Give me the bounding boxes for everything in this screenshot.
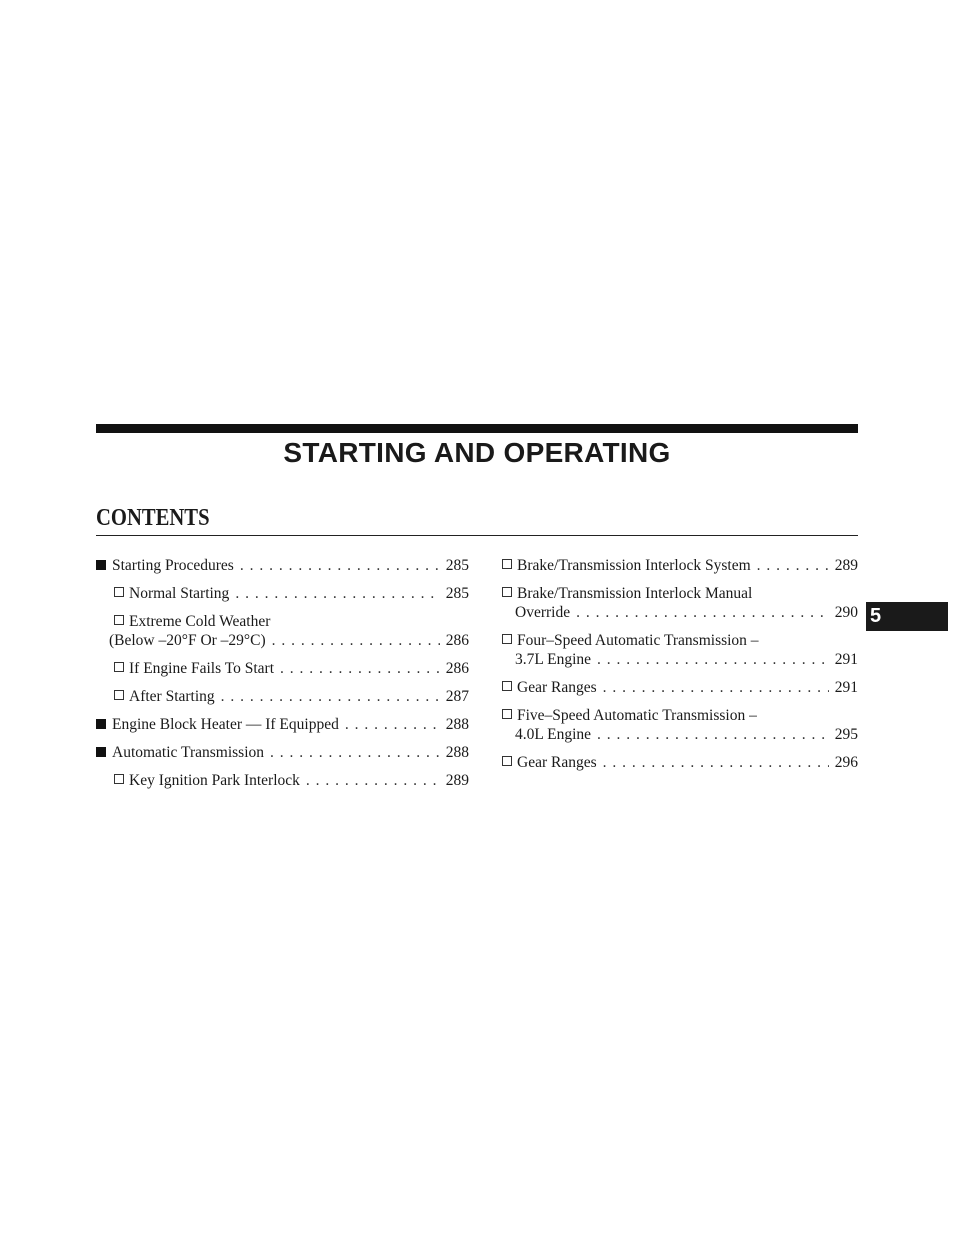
toc-entry-label: Override xyxy=(515,604,571,621)
toc-page-number: 295 xyxy=(834,726,858,743)
toc-page-number: 288 xyxy=(445,744,469,761)
dot-leader xyxy=(576,603,829,622)
toc-entry-line xyxy=(96,584,469,603)
open-square-bullet-icon xyxy=(502,634,512,644)
toc-entry[interactable] xyxy=(96,771,469,790)
dot-leader xyxy=(240,556,440,575)
dot-leader xyxy=(221,687,440,706)
toc-entry-line xyxy=(502,556,858,575)
toc-entry[interactable] xyxy=(96,612,469,650)
toc-column-right xyxy=(502,556,858,781)
toc-entry-label: Four–Speed Automatic Transmission – xyxy=(517,632,759,649)
toc-entry-label: (Below –20°F Or –29°C) xyxy=(109,632,266,649)
toc-entry[interactable] xyxy=(96,687,469,706)
toc-entry-line xyxy=(96,771,469,790)
chapter-tab[interactable]: 5 xyxy=(866,602,948,631)
toc-page-number: 289 xyxy=(445,772,469,789)
toc-page-number: 285 xyxy=(445,585,469,602)
toc-entry-line xyxy=(502,706,858,725)
toc-entry-label: If Engine Fails To Start xyxy=(129,660,275,677)
toc-entry[interactable] xyxy=(502,753,858,772)
open-square-bullet-icon xyxy=(114,587,124,597)
toc-entry-line xyxy=(96,556,469,575)
toc-entry-line xyxy=(96,631,469,650)
toc-entry[interactable] xyxy=(502,706,858,744)
chapter-title: STARTING AND OPERATING xyxy=(283,437,671,468)
filled-square-bullet-icon xyxy=(96,560,106,570)
open-square-bullet-icon xyxy=(502,756,512,766)
toc-page-number: 291 xyxy=(834,651,858,668)
open-square-bullet-icon xyxy=(502,587,512,597)
chapter-top-rule xyxy=(96,424,858,433)
toc-entry[interactable] xyxy=(502,556,858,575)
open-square-bullet-icon xyxy=(114,690,124,700)
toc-entry-label: 3.7L Engine xyxy=(515,651,592,668)
toc-entry[interactable] xyxy=(96,659,469,678)
toc-entry-label: Gear Ranges xyxy=(517,754,597,771)
toc-entry-label: Key Ignition Park Interlock xyxy=(129,772,300,789)
toc-entry-label: Brake/Transmission Interlock Manual xyxy=(517,585,753,602)
toc-page-number: 288 xyxy=(445,716,469,733)
open-square-bullet-icon xyxy=(114,774,124,784)
open-square-bullet-icon xyxy=(114,662,124,672)
toc-page-number: 285 xyxy=(445,557,469,574)
open-square-bullet-icon xyxy=(502,559,512,569)
toc-entry-label: Extreme Cold Weather xyxy=(129,613,271,630)
toc-entry-line xyxy=(502,753,858,772)
toc-entry-label: Gear Ranges xyxy=(517,679,597,696)
toc-entry-line xyxy=(96,659,469,678)
open-square-bullet-icon xyxy=(114,615,124,625)
dot-leader xyxy=(280,659,440,678)
toc-entry-line xyxy=(96,743,469,762)
toc-page-number: 287 xyxy=(445,688,469,705)
toc-entry-line xyxy=(502,725,858,744)
dot-leader xyxy=(235,584,439,603)
toc-entry-line xyxy=(502,678,858,697)
toc-entry-line xyxy=(96,715,469,734)
toc-entry-label: Brake/Transmission Interlock System xyxy=(517,557,751,574)
dot-leader xyxy=(597,725,829,744)
toc-entry-label: Five–Speed Automatic Transmission – xyxy=(517,707,757,724)
open-square-bullet-icon xyxy=(502,681,512,691)
toc-page-number: 286 xyxy=(445,660,469,677)
toc-entry[interactable] xyxy=(96,743,469,762)
contents-heading: CONTENTS xyxy=(96,505,210,531)
toc-page-number: 289 xyxy=(834,557,858,574)
dot-leader xyxy=(603,678,829,697)
toc-entry-line xyxy=(502,603,858,622)
toc-entry-line xyxy=(96,687,469,706)
toc-entry-line xyxy=(502,584,858,603)
toc-entry-label: 4.0L Engine xyxy=(515,726,592,743)
toc-entry-label: After Starting xyxy=(129,688,215,705)
toc-entry[interactable] xyxy=(502,678,858,697)
toc-entry-line xyxy=(502,650,858,669)
toc-entry-label: Automatic Transmission xyxy=(112,744,265,761)
open-square-bullet-icon xyxy=(502,709,512,719)
contents-rule xyxy=(96,535,858,536)
toc-page-number: 286 xyxy=(445,632,469,649)
toc-entry[interactable] xyxy=(96,715,469,734)
toc-entry-label: Normal Starting xyxy=(129,585,230,602)
filled-square-bullet-icon xyxy=(96,719,106,729)
dot-leader xyxy=(306,771,440,790)
toc-entry[interactable] xyxy=(502,631,858,669)
dot-leader xyxy=(597,650,829,669)
toc-page-number: 290 xyxy=(834,604,858,621)
toc-entry[interactable] xyxy=(502,584,858,622)
toc-entry-label: Engine Block Heater — If Equipped xyxy=(112,716,339,733)
toc-page-number: 296 xyxy=(834,754,858,771)
dot-leader xyxy=(757,556,829,575)
toc-entry-line xyxy=(96,612,469,631)
toc-entry-label: Starting Procedures xyxy=(112,557,234,574)
dot-leader xyxy=(272,631,440,650)
dot-leader xyxy=(603,753,829,772)
toc-entry-line xyxy=(502,631,858,650)
dot-leader xyxy=(345,715,440,734)
toc-page-number: 291 xyxy=(834,679,858,696)
toc-entry[interactable] xyxy=(96,584,469,603)
filled-square-bullet-icon xyxy=(96,747,106,757)
toc-column-left xyxy=(96,556,469,799)
dot-leader xyxy=(270,743,440,762)
toc-entry[interactable] xyxy=(96,556,469,575)
